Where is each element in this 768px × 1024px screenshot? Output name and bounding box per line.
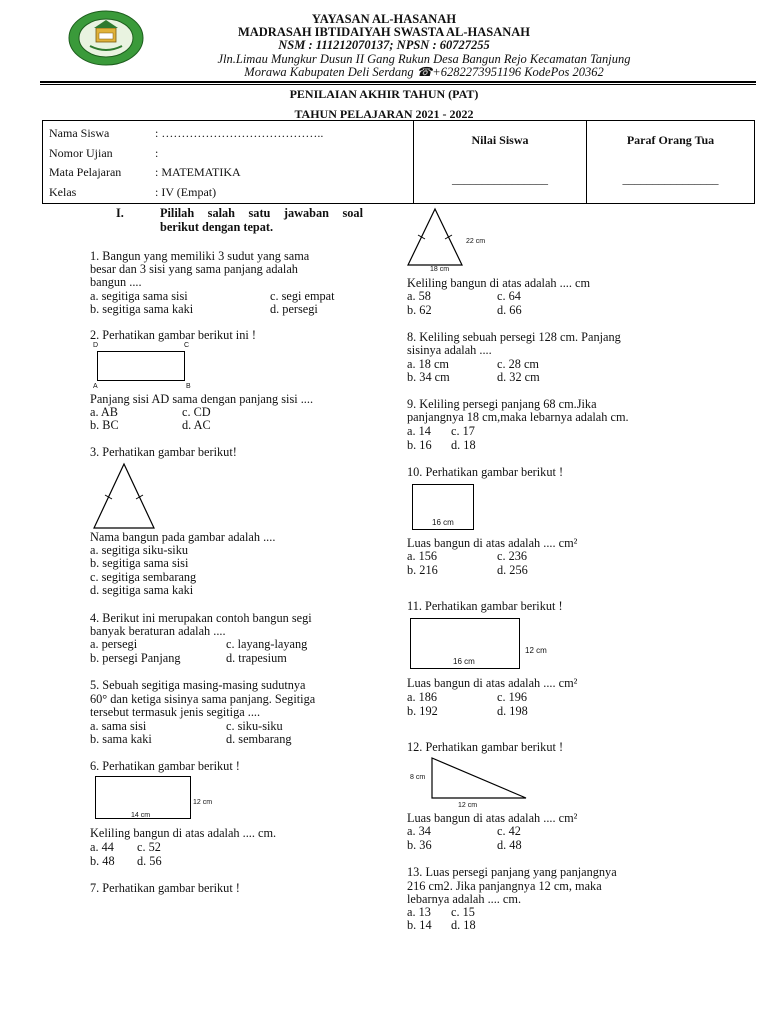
option-c[interactable]: c. 28 cm [497, 357, 540, 371]
question-text: bangun .... [90, 275, 142, 289]
option-c[interactable]: c. CD [182, 405, 211, 419]
vertex-label: B [186, 383, 191, 390]
option-a[interactable]: a. 186 [407, 690, 438, 704]
section-instruction-2: berikut dengan tepat. [160, 220, 274, 234]
question-text: 12. Perhatikan gambar berikut ! [407, 740, 564, 754]
question-text: 10. Perhatikan gambar berikut ! [407, 465, 564, 479]
info-row [49, 183, 413, 203]
header-rule-thin [40, 84, 756, 85]
option-b[interactable]: b. persegi Panjang [90, 651, 181, 665]
question-7-text: 7. Perhatikan gambar berikut ! [90, 881, 240, 895]
option-a[interactable]: a. 44 [90, 840, 114, 854]
option-c[interactable]: c. 64 [497, 289, 521, 303]
question-text: Luas bangun di atas adalah .... cm² [407, 676, 578, 690]
option-d[interactable]: d. persegi [270, 302, 318, 316]
info-value[interactable]: : ………………………………….. [155, 126, 324, 140]
question-text: tersebut termasuk jenis segitiga .... [90, 705, 261, 719]
option-b[interactable]: b. segitiga sama kaki [90, 302, 194, 316]
info-label: Nomor Ujian [49, 145, 113, 160]
question-text: 13. Luas persegi panjang yang panjangnya [407, 865, 617, 879]
question-text: Panjang sisi AD sama dengan panjang sisi .... [90, 392, 314, 406]
option-c[interactable]: c. layang-layang [226, 637, 308, 651]
option-c[interactable]: c. siku-siku [226, 719, 283, 733]
question-text: lebarnya adalah .... cm. [407, 892, 522, 906]
option-d[interactable]: d. 18 [451, 438, 476, 452]
triangle-figure [92, 462, 156, 530]
question-text: 5. Sebuah segitiga masing-masing sudutnya [90, 678, 306, 692]
option-c[interactable]: c. 15 [451, 905, 475, 919]
dimension-label: 12 cm [458, 802, 478, 809]
option-a[interactable]: a. sama sisi [90, 719, 147, 733]
option-a[interactable]: a. segitiga siku-siku [90, 543, 189, 557]
option-a[interactable]: a. 18 cm [407, 357, 450, 371]
option-a[interactable]: a. 58 [407, 289, 431, 303]
nilai-siswa-field[interactable]: ________________ [452, 172, 548, 186]
vertex-label: D [93, 342, 99, 349]
vertex-label: A [93, 383, 98, 390]
dimension-label: 8 cm [410, 774, 426, 781]
option-d[interactable]: d. 32 cm [497, 370, 540, 384]
option-a[interactable]: a. 156 [407, 549, 438, 563]
dimension-label: 16 cm [432, 518, 454, 527]
question-text: 9. Keliling persegi panjang 68 cm.Jika [407, 397, 597, 411]
option-d[interactable]: d. 198 [497, 704, 528, 718]
question-text: besar dan 3 sisi yang sama panjang adalah [90, 262, 298, 276]
dimension-label: 16 cm [453, 657, 475, 666]
question-text: 216 cm2. Jika panjangnya 12 cm, maka [407, 879, 602, 893]
rectangle-figure [90, 342, 200, 392]
dimension-label: 14 cm [131, 812, 151, 819]
question-text: sisinya adalah .... [407, 343, 492, 357]
option-d[interactable]: d. trapesium [226, 651, 287, 665]
nilai-siswa-label: Nilai Siswa [471, 133, 529, 147]
address-line-1: Jln.Limau Mungkur Dusun II Gang Rukun Desa Bangun Rejo Kecamatan Tanjung [217, 52, 631, 66]
info-label: Kelas [49, 184, 77, 199]
school-name: MADRASAH IBTIDAIYAH SWASTA AL-HASANAH [237, 25, 531, 39]
rectangle-shape [97, 351, 185, 381]
option-d[interactable]: d. 48 [497, 838, 522, 852]
option-c[interactable]: c. segi empat [270, 289, 335, 303]
question-text: 6. Perhatikan gambar berikut ! [90, 759, 240, 773]
dimension-label: 12 cm [193, 799, 213, 806]
school-nsm: NSM : 111212070137; NPSN : 60727255 [278, 38, 490, 52]
question-text: 60° dan ketiga sisinya sama panjang. Segitiga [90, 692, 316, 706]
option-b[interactable]: b. 62 [407, 303, 432, 317]
dimension-label: 12 cm [525, 646, 547, 655]
question-text: Nama bangun pada gambar adalah .... [90, 530, 276, 544]
option-c[interactable]: c. 236 [497, 549, 528, 563]
question-text: panjangnya 18 cm,maka lebarnya adalah cm. [407, 410, 629, 424]
option-c[interactable]: c. 17 [451, 424, 475, 438]
info-row [49, 144, 413, 164]
question-text: 1. Bangun yang memiliki 3 sudut yang sama [90, 249, 310, 263]
question-text: Luas bangun di atas adalah .... cm² [407, 536, 578, 550]
exam-year: TAHUN PELAJARAN 2021 - 2022 [294, 107, 474, 121]
dimension-label: 22 cm [466, 238, 486, 245]
option-a[interactable]: a. persegi [90, 637, 138, 651]
question-text: Keliling bangun di atas adalah .... cm [407, 276, 591, 290]
section-number: I. [116, 206, 124, 220]
option-a[interactable]: a. segitiga sama sisi [90, 289, 188, 303]
section-instruction: Pililah salah satu jawaban soal [160, 206, 363, 220]
student-info-table [42, 120, 755, 204]
option-b[interactable]: b. segitiga sama sisi [90, 556, 189, 570]
option-d[interactable]: d. 56 [137, 854, 162, 868]
option-c[interactable]: c. 196 [497, 690, 528, 704]
option-d[interactable]: d. segitiga sama kaki [90, 583, 194, 597]
option-b[interactable]: b. 34 cm [407, 370, 450, 384]
option-d[interactable]: d. 18 [451, 918, 476, 932]
info-value: : MATEMATIKA [155, 165, 241, 179]
option-b[interactable]: b. sama kaki [90, 732, 152, 746]
option-c[interactable]: c. segitiga sembarang [90, 570, 197, 584]
right-triangle-figure [430, 756, 530, 802]
info-row [49, 124, 413, 144]
question-text: 11. Perhatikan gambar berikut ! [407, 599, 563, 613]
option-b[interactable]: b. 48 [90, 854, 115, 868]
option-a[interactable]: a. 13 [407, 905, 431, 919]
isosceles-triangle-figure [405, 207, 465, 269]
option-b[interactable]: b. BC [90, 418, 119, 432]
paraf-orang-tua-label: Paraf Orang Tua [626, 133, 715, 147]
address-line-2: Morawa Kabupaten Deli Serdang ☎+6282273951196 KodePos 20362 [244, 65, 604, 79]
option-c[interactable]: c. 42 [497, 824, 521, 838]
question-text: Keliling bangun di atas adalah .... cm. [90, 826, 277, 840]
question-text: banyak beraturan adalah .... [90, 624, 226, 638]
foundation-name: YAYASAN AL-HASANAH [311, 12, 457, 26]
info-label: Nama Siswa [49, 126, 110, 140]
option-b[interactable]: b. 36 [407, 838, 432, 852]
option-a[interactable]: a. 34 [407, 824, 431, 838]
option-c[interactable]: c. 52 [137, 840, 161, 854]
info-value: : IV (Empat) [155, 184, 217, 199]
vertex-label: C [184, 342, 190, 349]
question-text: 8. Keliling sebuah persegi 128 cm. Panjang [407, 330, 621, 344]
paraf-orang-tua-field[interactable]: ________________ [622, 172, 719, 186]
question-text: 2. Perhatikan gambar berikut ini ! [90, 328, 256, 342]
option-a[interactable]: a. 14 [407, 424, 431, 438]
info-label: Mata Pelajaran [49, 165, 122, 179]
option-b[interactable]: b. 216 [407, 563, 438, 577]
question-text: Luas bangun di atas adalah .... cm² [407, 811, 578, 825]
option-a[interactable]: a. AB [90, 405, 119, 419]
dimension-label: 18 cm [430, 266, 450, 273]
info-row [49, 163, 413, 183]
option-d[interactable]: d. sembarang [226, 732, 292, 746]
question-text: 3. Perhatikan gambar berikut! [90, 445, 237, 459]
option-d[interactable]: d. 66 [497, 303, 522, 317]
question-text: 4. Berikut ini merupakan contoh bangun segi [90, 611, 312, 625]
option-b[interactable]: b. 14 [407, 918, 432, 932]
option-d[interactable]: d. AC [182, 418, 211, 432]
header-rule [40, 81, 756, 83]
exam-title: PENILAIAN AKHIR TAHUN (PAT) [289, 87, 479, 101]
option-b[interactable]: b. 192 [407, 704, 438, 718]
info-value[interactable]: : [155, 145, 159, 160]
option-d[interactable]: d. 256 [497, 563, 528, 577]
option-b[interactable]: b. 16 [407, 438, 432, 452]
